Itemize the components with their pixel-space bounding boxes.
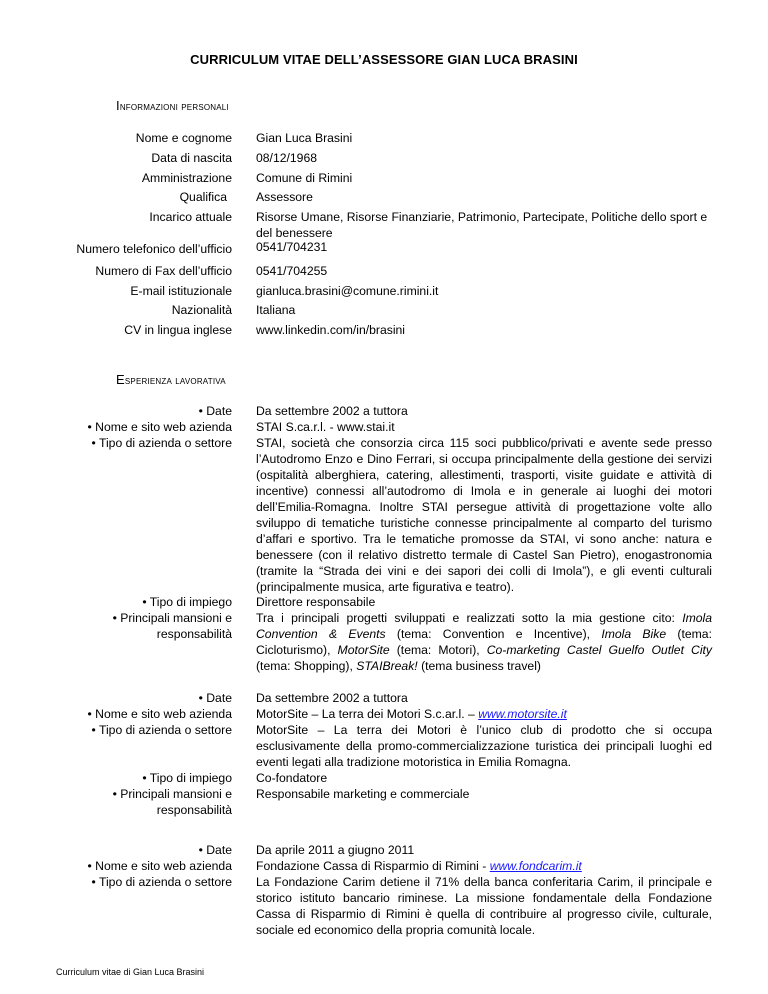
field-value: gianluca.brasini@comune.rimini.it xyxy=(256,284,439,298)
field-label: Data di nascita xyxy=(151,151,232,165)
field-label: • Date xyxy=(198,843,232,857)
field-label: Nome e cognome xyxy=(135,131,232,145)
section-title-experience: Esperienza lavorativa xyxy=(116,372,226,387)
field-value: Direttore responsabile xyxy=(256,595,376,609)
field-label: • Date xyxy=(198,691,232,705)
field-label: • Date xyxy=(198,404,232,418)
field-label: responsabilità xyxy=(156,627,232,641)
field-value: Comune di Rimini xyxy=(256,171,353,185)
field-value: Italiana xyxy=(256,303,296,317)
field-label: Numero telefonico dell’ufficio xyxy=(76,242,232,256)
field-label: • Principali mansioni e xyxy=(112,787,232,801)
page-title: CURRICULUM VITAE DELL’ASSESSORE GIAN LUCA BRASINI xyxy=(190,52,578,67)
field-value: Co-fondatore xyxy=(256,771,328,785)
company-website-link[interactable]: www.motorsite.it xyxy=(478,707,567,721)
field-value: Da aprile 2011 a giugno 2011 xyxy=(256,843,415,857)
field-label: Nazionalità xyxy=(171,303,232,317)
field-label: Numero di Fax dell’ufficio xyxy=(95,264,232,278)
field-value: STAI, società che consorzia circa 115 soci pubblico/privati e avente sede presso l’Autodromo Enzo e Dino Ferrari, si occupa principalmente della gestione dei servizi (ospitalità alberghiera, catering, allestimenti, trasporti, visite guidate e attività di incentive) connessi all’autodromo di Imola e in generale ai luoghi dei motori dell’Emilia-Romagna. Inoltre STAI persegue attività di progettazione volte allo sviluppo di tematiche turistiche connesse principalmente al comparto del turismo d’affari e sportivo. Tra le tematiche promosse da STAI, vi sono anche: natura e benessere (con il relativo distretto termale di Castel San Pietro), enogastronomia (tramite la “Strada dei vini e dei sapori dei colli di Imola”), e gli eventi culturali (principalmente musica, arte figurativa e teatro). xyxy=(256,436,712,594)
field-value: Fondazione Cassa di Risparmio di Rimini - www.fondcarim.it xyxy=(256,859,582,873)
field-value: www.linkedin.com/in/brasini xyxy=(256,323,406,337)
section-title-personal: Informazioni personali xyxy=(116,98,229,113)
field-value: Responsabile marketing e commerciale xyxy=(256,787,470,801)
company-website-link[interactable]: www.fondcarim.it xyxy=(489,859,582,873)
field-label: CV in lingua inglese xyxy=(124,323,232,337)
field-label: • Tipo di azienda o settore xyxy=(91,875,232,889)
field-value: MotorSite – La terra dei Motori S.c.ar.l. – www.motorsite.it xyxy=(256,707,567,721)
field-label: Amministrazione xyxy=(141,171,232,185)
field-label: • Tipo di azienda o settore xyxy=(91,436,232,450)
field-value: La Fondazione Carim detiene il 71% della banca conferitaria Carim, il principale e storico istituto bancario riminese. La missione fondamentale della Fondazione Cassa di Risparmio di Rimini è quella di contribuire al progresso civile, culturale, sociale ed economico della propria comunità locale. xyxy=(256,875,712,937)
field-label: • Tipo di impiego xyxy=(142,595,232,609)
field-value: MotorSite – La terra dei Motori è l’unico club di prodotto che si occupa esclusivamente della promo-commercializzazione turistica dei principali luoghi ed eventi legati alla tradizione motoristica in Emilia Romagna. xyxy=(256,723,712,769)
field-value: Risorse Umane, Risorse Finanziarie, Patrimonio, Partecipate, Politiche dello sport e del benessere xyxy=(256,210,708,240)
field-label: • Principali mansioni e xyxy=(112,611,232,625)
field-value: Gian Luca Brasini xyxy=(256,131,353,145)
field-label: Qualifica xyxy=(179,190,227,204)
field-value: Tra i principali progetti sviluppati e realizzati sotto la mia gestione cito: Imola Convention & Events (tema: Convention e Incentive), Imola Bike (tema: Cicloturismo), MotorSite (tema: Motori), Co-marketing Castel Guelfo Outlet City (tema: Shopping), STAIBreak! (tema business travel) xyxy=(256,611,713,673)
field-label: responsabilità xyxy=(156,803,232,817)
field-label: • Tipo di impiego xyxy=(142,771,232,785)
field-label: Incarico attuale xyxy=(149,210,232,224)
field-label: • Nome e sito web azienda xyxy=(87,859,232,873)
field-label: • Nome e sito web azienda xyxy=(87,707,232,721)
field-value: Assessore xyxy=(256,190,313,204)
field-value: Da settembre 2002 a tuttora xyxy=(256,691,408,705)
field-label: • Tipo di azienda o settore xyxy=(91,723,232,737)
field-value: 0541/704231 xyxy=(256,240,328,254)
page-footer: Curriculum vitae di Gian Luca Brasini xyxy=(56,967,205,977)
field-value: STAI S.ca.r.l. - www.stai.it xyxy=(256,420,395,434)
field-value: 0541/704255 xyxy=(256,264,328,278)
field-label: • Nome e sito web azienda xyxy=(87,420,232,434)
field-value: 08/12/1968 xyxy=(256,151,317,165)
field-label: E-mail istituzionale xyxy=(130,284,232,298)
field-value: Da settembre 2002 a tuttora xyxy=(256,404,408,418)
